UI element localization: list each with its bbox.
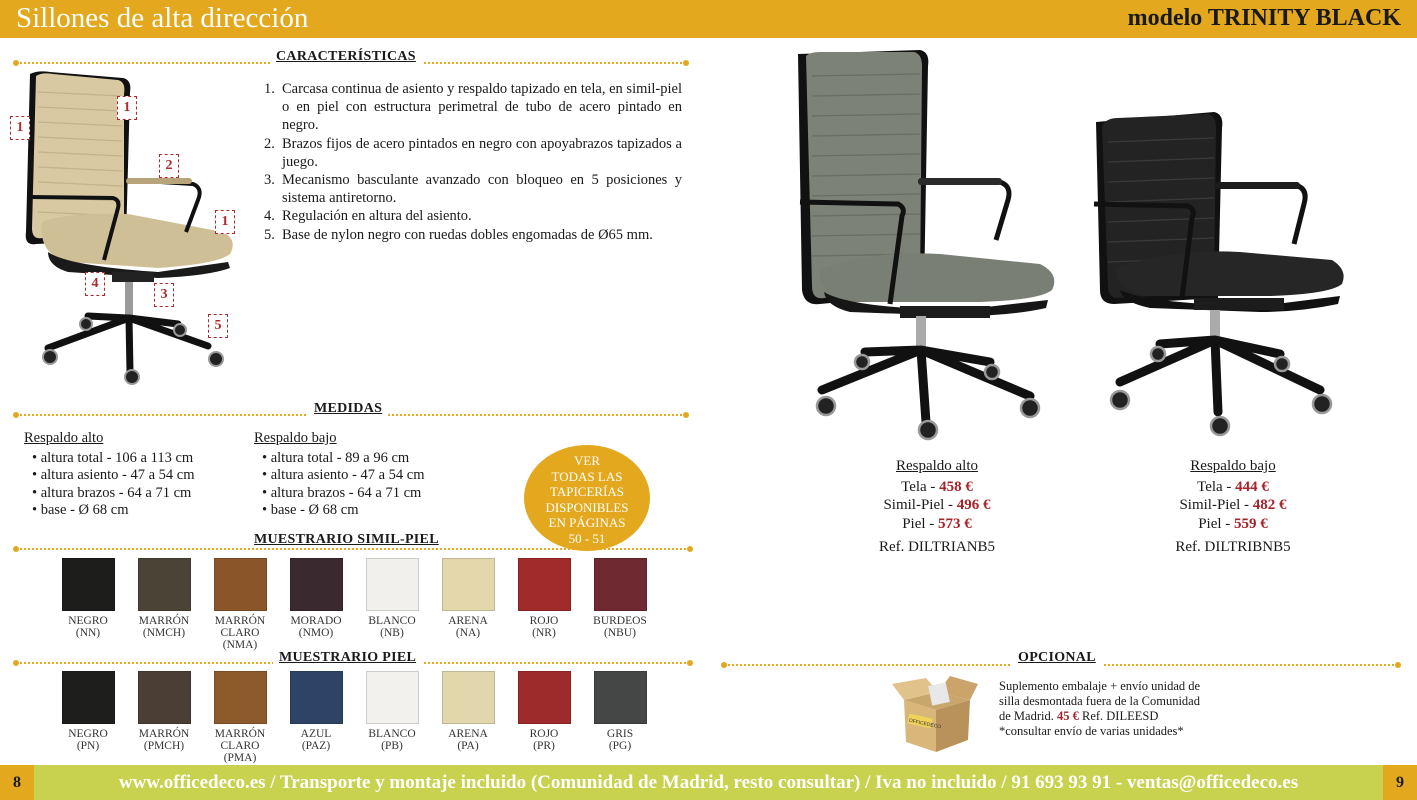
swatch-name: ROJO	[529, 615, 559, 627]
swatch-item[interactable]	[354, 671, 430, 764]
swatch-name: GRIS	[606, 728, 634, 740]
swatch-name: BURDEOS	[593, 615, 647, 627]
swatch-chip	[594, 558, 647, 611]
swatch-chip	[290, 671, 343, 724]
medida-item: • altura asiento - 47 a 54 cm	[262, 467, 425, 483]
swatch-name: NEGRO	[68, 728, 108, 740]
swatch-code: (PAZ)	[301, 740, 331, 752]
prices-respaldo-alto	[837, 457, 1037, 557]
swatch-chip	[214, 558, 267, 611]
chair-respaldo-alto-image	[790, 44, 1060, 449]
swatch-name: ROJO	[529, 728, 559, 740]
swatch-item[interactable]	[506, 671, 582, 764]
swatch-chip	[594, 671, 647, 724]
swatch-code: (NMO)	[298, 627, 334, 639]
footer-bar	[0, 765, 1417, 800]
medidas-alto-heading: Respaldo alto	[24, 430, 104, 446]
medida-item: • altura brazos - 64 a 71 cm	[32, 484, 192, 501]
swatch-code: (PG)	[608, 740, 632, 752]
swatch-code: (NB)	[380, 627, 404, 639]
swatch-item[interactable]	[278, 671, 354, 764]
price-heading: Respaldo bajo	[1190, 458, 1276, 474]
medida-item: • base - Ø 68 cm	[262, 502, 359, 518]
simil-piel-swatches	[50, 558, 658, 651]
page-number-left: 8	[0, 765, 34, 800]
page-title: Sillones de alta dirección	[16, 2, 309, 34]
price-row-piel: Piel - 559 €	[1198, 515, 1268, 532]
header-bar	[0, 0, 1417, 38]
product-ref: Ref. DILTRIANB5	[878, 539, 996, 555]
medida-item: • base - Ø 68 cm	[32, 502, 129, 518]
medidas-respaldo-alto	[24, 430, 195, 520]
swatch-name: MORADO	[290, 615, 342, 627]
swatch-name: MARRÓN	[138, 728, 190, 740]
price-row-tela: Tela - 458 €	[901, 478, 973, 495]
swatch-name: MARRÓN	[138, 615, 190, 627]
swatch-code: (PR)	[533, 740, 555, 752]
price-row-simil-piel: Simil-Piel - 496 €	[883, 497, 991, 513]
swatch-item[interactable]	[50, 558, 126, 651]
swatch-code: (PA)	[457, 740, 479, 752]
swatch-code: (PMA)	[223, 752, 257, 764]
simil-piel-divider	[16, 548, 690, 550]
feature-item: 2. Brazos fijos de acero pintados en negro con apoyabrazos tapizados a juego.	[264, 135, 682, 170]
features-list	[264, 80, 682, 244]
swatch-chip	[290, 558, 343, 611]
swatch-name: MARRÓN CLARO	[214, 615, 266, 639]
svg-text:OFFICEDECO: OFFICEDECO	[908, 717, 942, 731]
swatch-item[interactable]	[430, 558, 506, 651]
swatch-name: BLANCO	[368, 615, 416, 627]
medidas-title: MEDIDAS	[308, 401, 388, 417]
swatch-chip	[442, 671, 495, 724]
swatch-code: (NN)	[75, 627, 101, 639]
piel-title: MUESTRARIO PIEL	[273, 650, 422, 666]
medida-item: • altura total - 106 a 113 cm	[32, 449, 194, 466]
swatch-chip	[518, 558, 571, 611]
page-number-right: 9	[1383, 765, 1417, 800]
swatch-name: ARENA	[448, 615, 488, 627]
swatch-code: (NR)	[532, 627, 556, 639]
swatch-item[interactable]	[202, 558, 278, 651]
swatch-chip	[442, 558, 495, 611]
ver-tapicerias-badge[interactable]: VER TODAS LAS TAPICERÍAS DISPONIBLES EN PÁGINAS 50 - 51	[524, 445, 650, 551]
swatch-code: (NMA)	[222, 639, 258, 651]
swatch-item[interactable]	[582, 558, 658, 651]
opcional-title: OPCIONAL	[1012, 650, 1102, 666]
prices-respaldo-bajo	[1133, 457, 1333, 557]
piel-swatches	[50, 671, 658, 764]
swatch-item[interactable]	[126, 558, 202, 651]
swatch-chip	[518, 671, 571, 724]
swatch-item[interactable]	[126, 671, 202, 764]
swatch-name: ARENA	[448, 728, 488, 740]
callout-3-mechanism: 3	[154, 283, 174, 307]
swatch-item[interactable]	[354, 558, 430, 651]
callout-2-arm: 2	[159, 154, 179, 178]
swatch-code: (NMCH)	[142, 627, 186, 639]
swatch-item[interactable]	[430, 671, 506, 764]
price-row-simil-piel: Simil-Piel - 482 €	[1179, 497, 1287, 513]
swatch-code: (NBU)	[604, 627, 636, 639]
product-ref: Ref. DILTRIBNB5	[1175, 539, 1291, 555]
simil-piel-title: MUESTRARIO SIMIL-PIEL	[248, 532, 445, 548]
price-row-piel: Piel - 573 €	[902, 515, 972, 532]
price-heading: Respaldo alto	[895, 458, 979, 474]
callout-5-base: 5	[208, 314, 228, 338]
callout-1-seat: 1	[215, 210, 235, 234]
feature-item: 1. Carcasa continua de asiento y respaldo tapizado en tela, en simil-piel o en piel con estructura perimetral de tubo de acero pintado en negro.	[264, 81, 682, 134]
feature-item: 5. Base de nylon negro con ruedas dobles engomadas de Ø65 mm.	[264, 226, 653, 243]
swatch-name: AZUL	[300, 728, 332, 740]
opcional-text: Suplemento embalaje + envío unidad de silla desmontada fuera de la Comunidad de Madrid. 45 € Ref. DILEESD *consultar envío de varias unidades*	[999, 679, 1201, 738]
footer-contact-text[interactable]: www.officedeco.es / Transporte y montaje incluido (Comunidad de Madrid, resto consultar) / Iva no incluido / 91 693 93 91 - ventas@officedeco.es	[118, 772, 1299, 793]
swatch-chip	[62, 671, 115, 724]
feature-item: 4. Regulación en altura del asiento.	[264, 208, 472, 225]
medida-item: • altura asiento - 47 a 54 cm	[32, 467, 195, 483]
swatch-item[interactable]	[278, 558, 354, 651]
swatch-code: (PMCH)	[143, 740, 185, 752]
swatch-name: MARRÓN CLARO	[214, 728, 266, 752]
medidas-respaldo-bajo	[254, 430, 425, 520]
swatch-name: NEGRO	[68, 615, 108, 627]
medidas-bajo-heading: Respaldo bajo	[254, 430, 337, 446]
caracteristicas-title: CARACTERÍSTICAS	[270, 49, 422, 65]
swatch-code: (PB)	[381, 740, 403, 752]
feature-item: 3. Mecanismo basculante avanzado con bloqueo en 5 posiciones y sistema antiretorno.	[264, 172, 682, 207]
medida-item: • altura brazos - 64 a 71 cm	[262, 484, 422, 501]
swatch-item[interactable]	[506, 558, 582, 651]
price-row-tela: Tela - 444 €	[1197, 478, 1269, 495]
callout-1-frame: 1	[10, 116, 30, 140]
shipping-box-image	[890, 670, 980, 755]
callout-1-backrest: 1	[117, 96, 137, 120]
swatch-chip	[214, 671, 267, 724]
swatch-chip	[62, 558, 115, 611]
swatch-chip	[366, 671, 419, 724]
medida-item: • altura total - 89 a 96 cm	[262, 449, 410, 466]
swatch-item[interactable]	[202, 671, 278, 764]
chair-respaldo-bajo-image	[1090, 108, 1352, 443]
swatch-item[interactable]	[582, 671, 658, 764]
callout-4-height: 4	[85, 272, 105, 296]
swatch-chip	[138, 558, 191, 611]
swatch-chip	[138, 671, 191, 724]
swatch-chip	[366, 558, 419, 611]
swatch-code: (NA)	[455, 627, 481, 639]
swatch-name: BLANCO	[368, 728, 416, 740]
model-name: modelo TRINITY BLACK	[1127, 5, 1401, 31]
swatch-item[interactable]	[50, 671, 126, 764]
swatch-code: (PN)	[76, 740, 100, 752]
